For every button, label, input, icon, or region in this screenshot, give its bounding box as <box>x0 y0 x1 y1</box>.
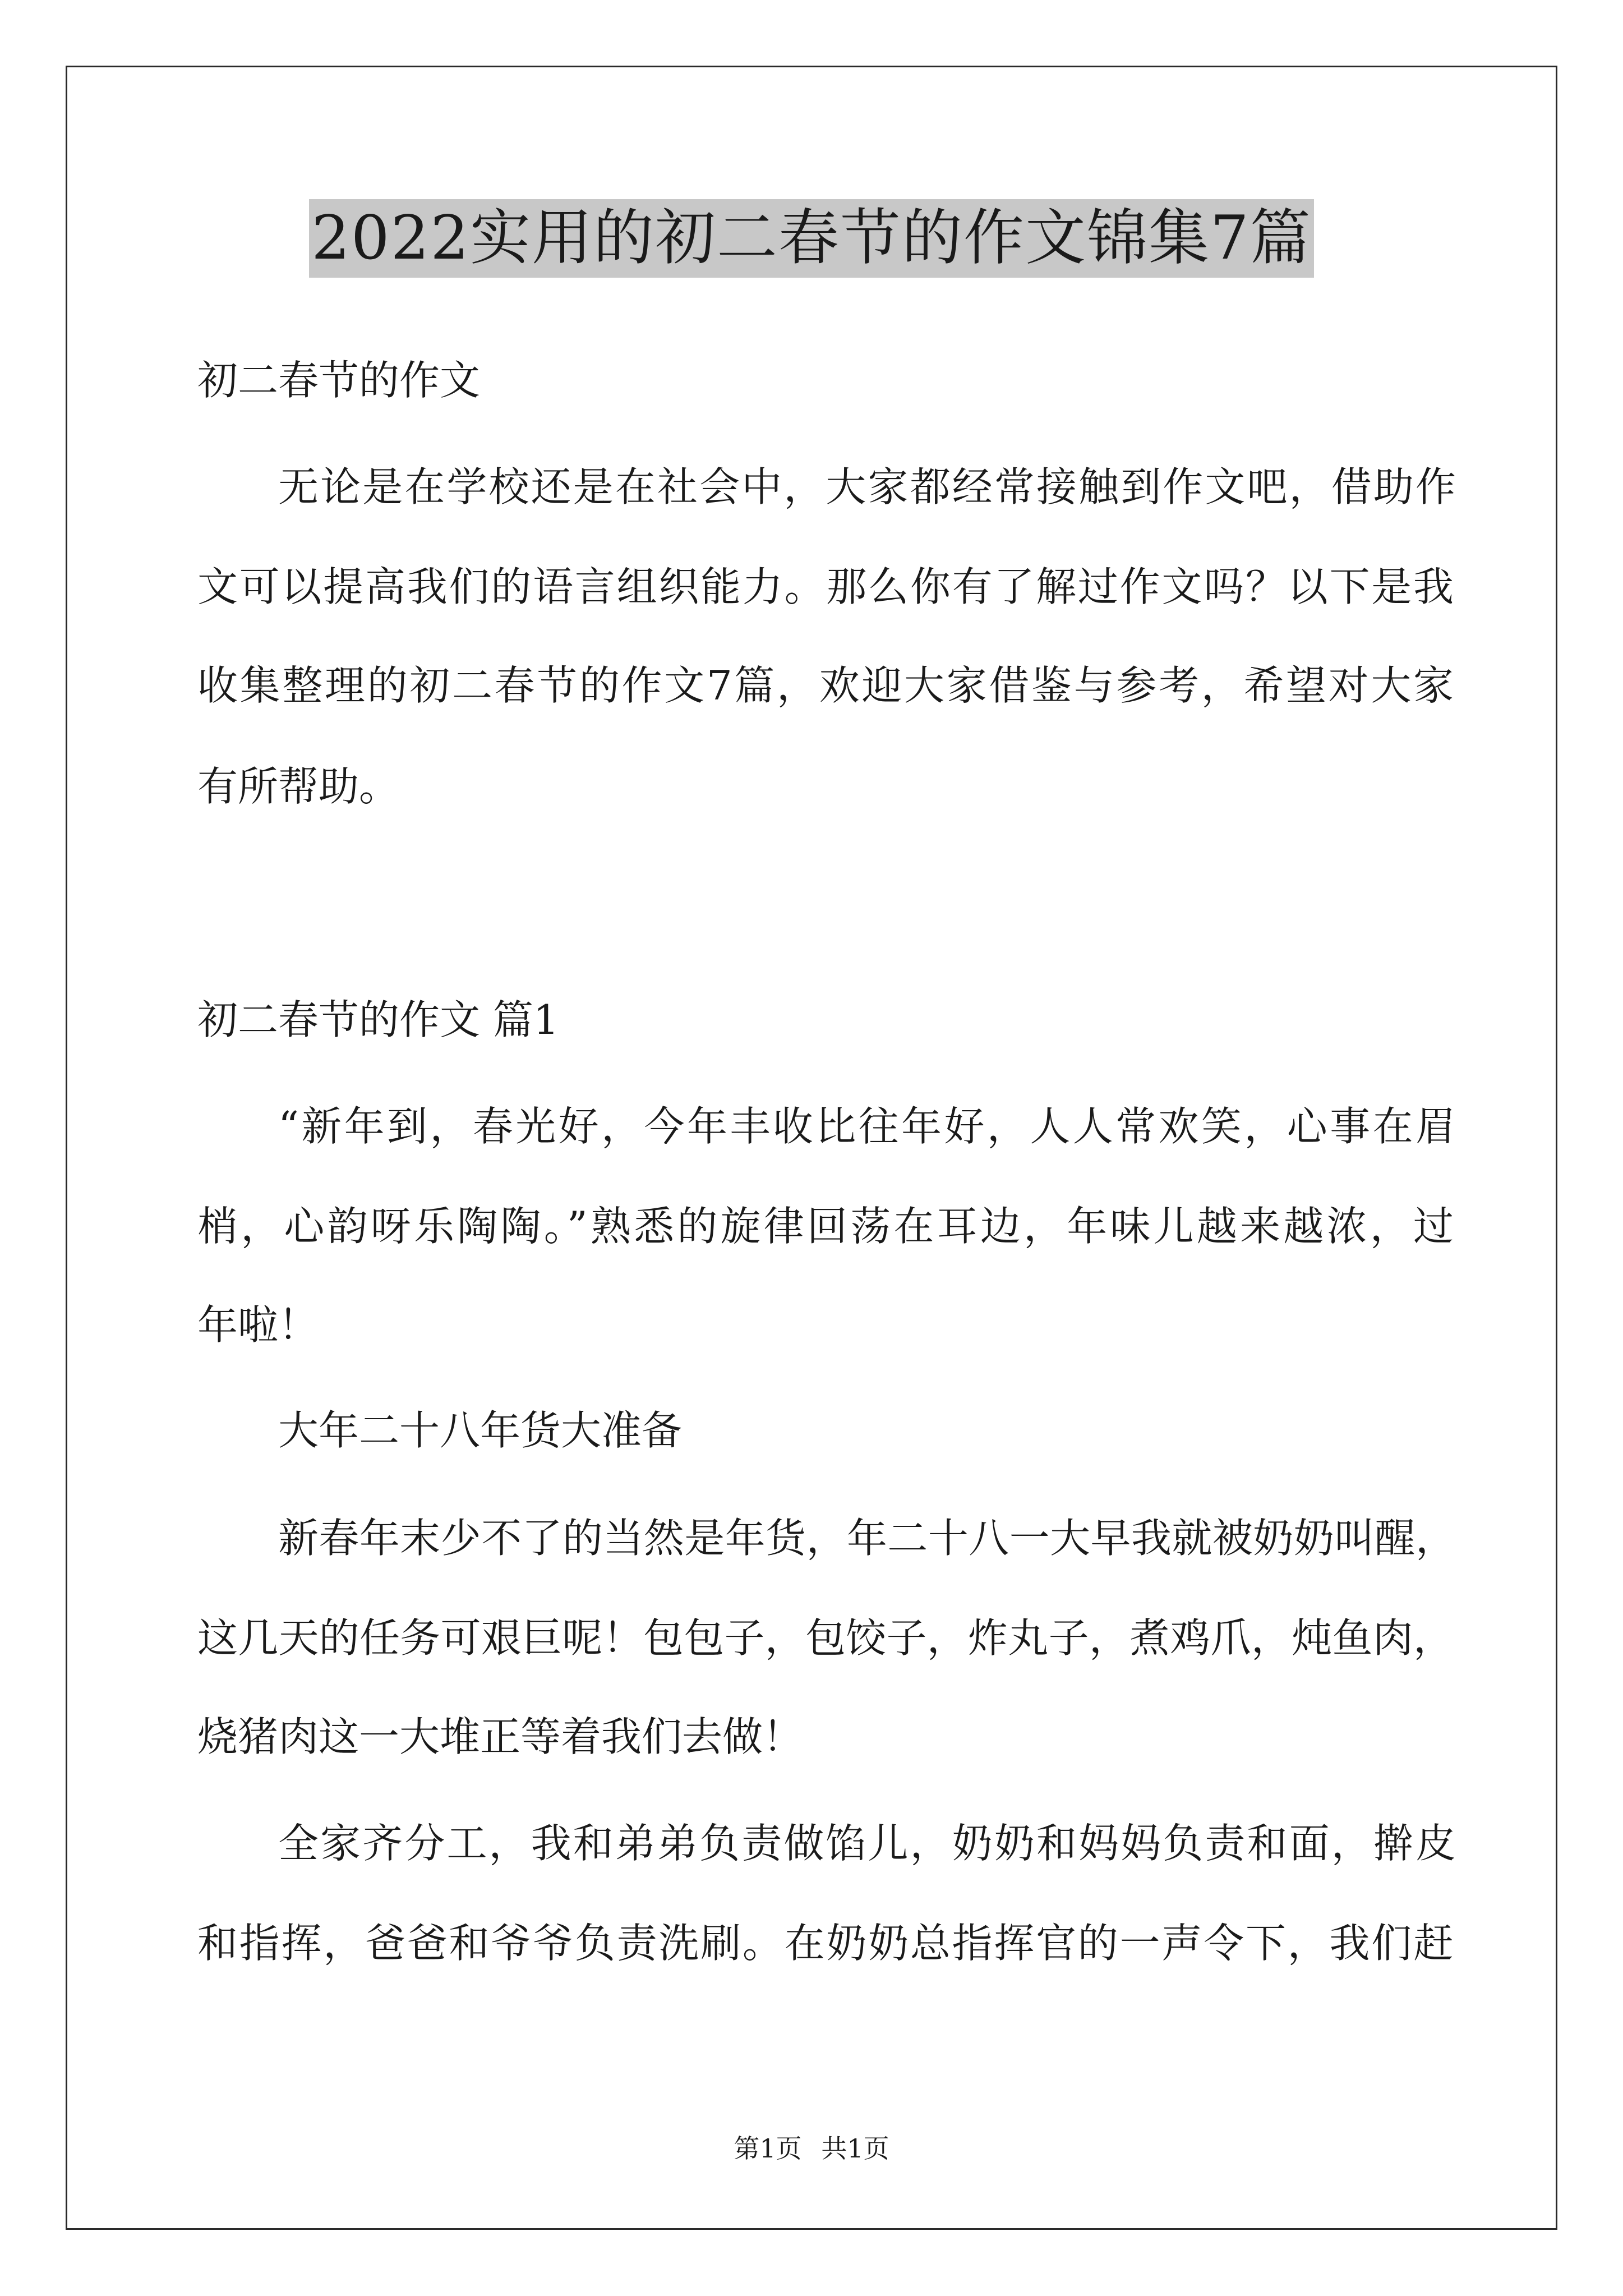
section-heading: 初二春节的作文 <box>197 357 481 404</box>
paragraph-line: 有所帮助。 <box>197 763 400 810</box>
document-title <box>0 199 1623 278</box>
paragraph-line: 全家齐分工，我和弟弟负责做馅儿，奶奶和妈妈负责和面，擀皮 <box>278 1820 1456 1867</box>
page-footer <box>0 2132 1623 2165</box>
paragraph-line: 和指挥，爸爸和爷爷负责洗刷。在奶奶总指挥官的一声令下，我们赶 <box>197 1920 1454 1967</box>
paragraph-line: 这几天的任务可艰巨呢！包包子，包饺子，炸丸子，煮鸡爪，炖鱼肉， <box>197 1614 1454 1662</box>
paragraph-line: 烧猪肉这一大堆正等着我们去做！ <box>197 1713 804 1760</box>
paragraph-line: 文可以提高我们的语言组织能力。那么你有了解过作文吗？以下是我 <box>197 563 1454 610</box>
paragraph-line: 收集整理的初二春节的作文7篇，欢迎大家借鉴与参考，希望对大家 <box>197 662 1454 709</box>
section-heading: 初二春节的作文 篇1 <box>197 996 559 1043</box>
paragraph-line: 年啦！ <box>197 1301 319 1349</box>
page-number-total: 共1页 <box>821 2133 889 2164</box>
paragraph-line: 无论是在学校还是在社会中，大家都经常接触到作文吧，借助作 <box>278 463 1456 510</box>
document-title-text: 2022实用的初二春节的作文锦集7篇 <box>309 199 1314 278</box>
subheading: 大年二十八年货大准备 <box>278 1407 683 1454</box>
paragraph-line: “新年到，春光好，今年丰收比往年好，人人常欢笑，心事在眉 <box>278 1103 1456 1150</box>
page-number-current: 第1页 <box>734 2133 802 2164</box>
paragraph-line: 梢，心韵呀乐陶陶。”熟悉的旋律回荡在耳边，年味儿越来越浓，过 <box>197 1203 1454 1250</box>
paragraph-line: 新春年末少不了的当然是年货，年二十八一大早我就被奶奶叫醒， <box>278 1515 1456 1562</box>
